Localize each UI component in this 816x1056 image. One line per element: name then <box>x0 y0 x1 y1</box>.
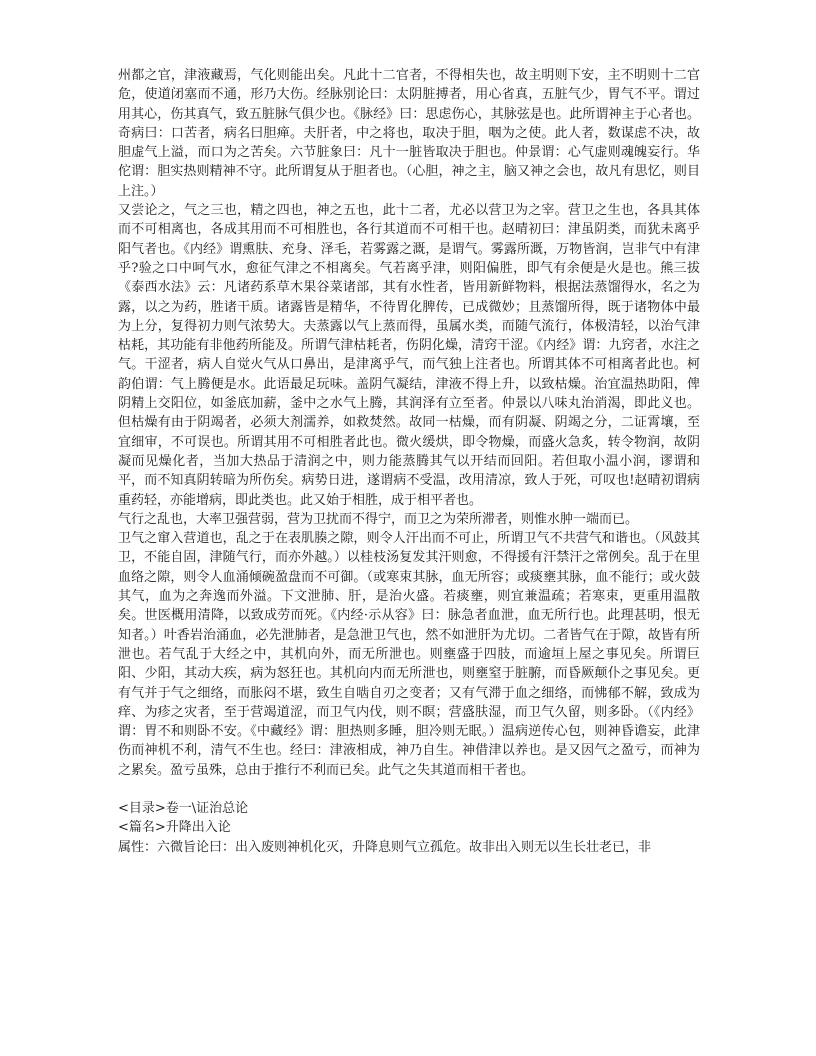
paragraph-wei-qi: 卫气之窜入营道也，乱之于在表肌腠之隙，则令人汗出而不可止，所谓卫气不共营气和谐也。（风鼓其卫，不能自固，津随气行，而亦外越。）以桂枝汤复发其汗则愈，不得援有汗禁汗之常例矣。乱于在里血络之隙，则令人血涌倾碗盈盘而不可御。（或寒束其脉，血无所容；或痰壅其脉，血不能行；或火鼓其气，血为之奔逸而外溢。下文泄肺、肝，是治火盛。若痰壅，则宜兼温疏；若寒束，更重用温散矣。世医概用清降，以致成劳而死。《内经·示从容》曰：脉急者血泄，血无所行也。此理甚明，恨无知者。）叶香岩治涌血，必先泄肺者，是急泄卫气也，然不如泄肝为尤切。二者皆气在于隙，故皆有所泄也。若气乱于大经之中，其机向外，而无所泄也。则壅盛于四肢，而逾垣上屋之事见矣。所谓巨阳、少阳，其动大疾，病为怒狂也。其机向内而无所泄也，则壅窒于脏腑，而昏厥颠仆之事见矣。更有气并于气之细络，而胀闷不堪，致生自啮自刃之变者；又有气滞于血之细络，而怫郁不解，致成为痒、为疹之灾者，至于营竭道涩，而卫气内伐，则不瞑；营盛肤湿，而卫气久留，则多卧。（《内经》谓：胃不和则卧不安。《中藏经》谓：胆热则多睡，胆冷则无眠。）温病逆传心包，则神昏谵妄，此津伤而神机不利，清气不生也。经曰：津液相成，神乃自生。神借津以养也。是又因气之盈亏，而神为之累矣。盈亏虽殊，总由于推行不利而已矣。此气之失其道而相干者也。 <box>118 531 700 778</box>
catalog-line: <目录>卷一\证治总论 <box>118 800 249 816</box>
section-gap <box>118 780 700 799</box>
paragraph-ying-wei: 又尝论之，气之三也，精之四也，神之五也，此十二者，尤必以营卫为之宰。营卫之生也，各具其体而不可相离也，各成其用而不可相胜也，各行其道而不可相干也。赵晴初曰：津虽阴类，而犹未离乎阳气者也。《内经》谓熏肤、充身、泽毛，若雾露之溉，是谓气。雾露所溉，万物皆润，岂非气中有津乎?验之口中呵气水，愈征气津之不相离矣。气若离乎津，则阳偏胜，即气有余便是火是也。熊三拔《泰西水法》云：凡诸药系草木果谷菜诸部，其有水性者，皆用新鲜物料，根据法蒸馏得水，名之为露，以之为药，胜诸干质。诸露皆是精华，不待胃化脾传，已成微妙；且蒸馏所得，既于诸物体中最为上分，复得初力则气浓势大。夫蒸露以气上蒸而得，虽属水类，而随气流行，体极清轻，以治气津枯耗，其功能有非他药所能及。所谓气津枯耗者，伤阴化燥，清窍干涩。《内经》谓：九窍者，水注之气。干涩者，病人自觉火气从口鼻出，是津离乎气，而气独上注者也。所谓其体不可相离者此也。柯韵伯谓：气上腾便是水。此语最足玩味。盖阴气凝结，津液不得上升，以致枯燥。治宜温热助阳，俾阴精上交阳位，如釜底加薪，釜中之水气上腾，其润泽有立至者。仲景以八味丸治消渴，即此义也。但枯燥有由于阴竭者，必须大剂濡养，如救焚然。故同一枯燥，而有阴凝、阴竭之分，二证霄壤，至宜细审，不可误也。所谓其用不可相胜者此也。微火缓烘，即令物燥，而盛火急炙，转令物润，故阴凝而见燥化者，当加大热品于清润之中，则力能蒸腾其气以开结而回阳。若但取小温小润，谬谓和平，而不知真阴转暗为所伤矣。病势日进，遂谓病不受温，改用清凉，致人于死，可叹也!赵晴初谓病重药轻，亦能增病，即此类也。此又始于相胜，成于相平者也。 <box>118 203 700 508</box>
document-page <box>118 66 700 857</box>
chapter-title: <篇名>升降出入论 <box>118 820 231 836</box>
paragraph-qi-disorder: 气行之乱也，大率卫强营弱，营为卫扰而不得宁，而卫之为荣所滞者，则惟水肿一端而已。 <box>118 511 639 527</box>
attribute-line: 属性：六微旨论曰：出入废则神机化灭，升降息则气立孤危。故非出入则无以生长壮老已，非 <box>118 839 652 855</box>
paragraph-officials: 州都之官，津液藏焉，气化则能出矣。凡此十二官者，不得相失也，故主明则下安，主不明则十二官危，使道闭塞而不通，形乃大伤。经脉别论曰：太阴脏搏者，用心省真，五脏气少，胃气不平。谓过用其心，伤其真气，致五脏脉气俱少也。《脉经》曰：思虑伤心，其脉弦是也。此所谓神主于心者也。奇病曰：口苦者，病名曰胆瘅。夫肝者，中之将也，取决于胆，咽为之使。此人者，数谋虑不决，故胆虚气上溢，而口为之苦矣。六节脏象曰：凡十一脏皆取决于胆也。仲景谓：心气虚则魂魄妄行。华佗谓：胆实热则精神不守。此所谓复从于胆者也。（心胆，神之主，脑又神之会也，故凡有思忆，则目上注。） <box>118 68 700 199</box>
